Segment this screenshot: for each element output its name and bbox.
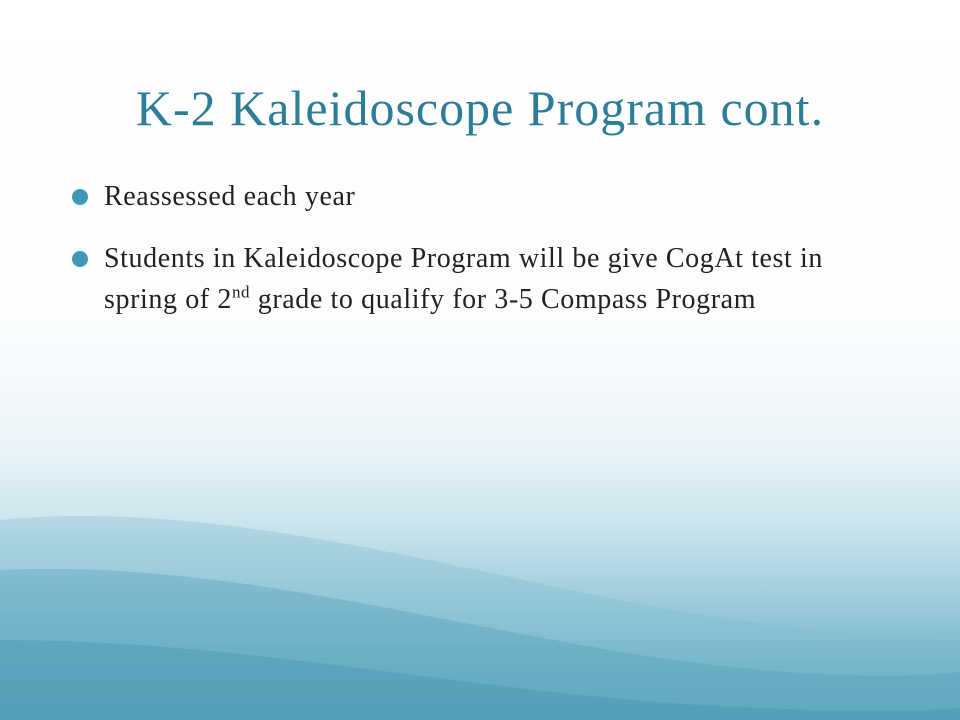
bullet-text-continued: grade to qualify for 3-5 Compass Program [250, 284, 757, 315]
bullet-icon [72, 189, 88, 205]
bullet-text: Reassessed each year [104, 181, 356, 212]
slide-title: K-2 Kaleidoscope Program cont. [135, 80, 825, 136]
bullet-list [72, 176, 892, 341]
bullet-icon [72, 251, 88, 267]
ordinal-superscript: nd [231, 282, 251, 302]
bullet-item [72, 176, 892, 217]
bullet-text: Students in Kaleidoscope Program will be give CogAt test in spring of 2 [104, 243, 823, 315]
bullet-item [72, 238, 892, 320]
